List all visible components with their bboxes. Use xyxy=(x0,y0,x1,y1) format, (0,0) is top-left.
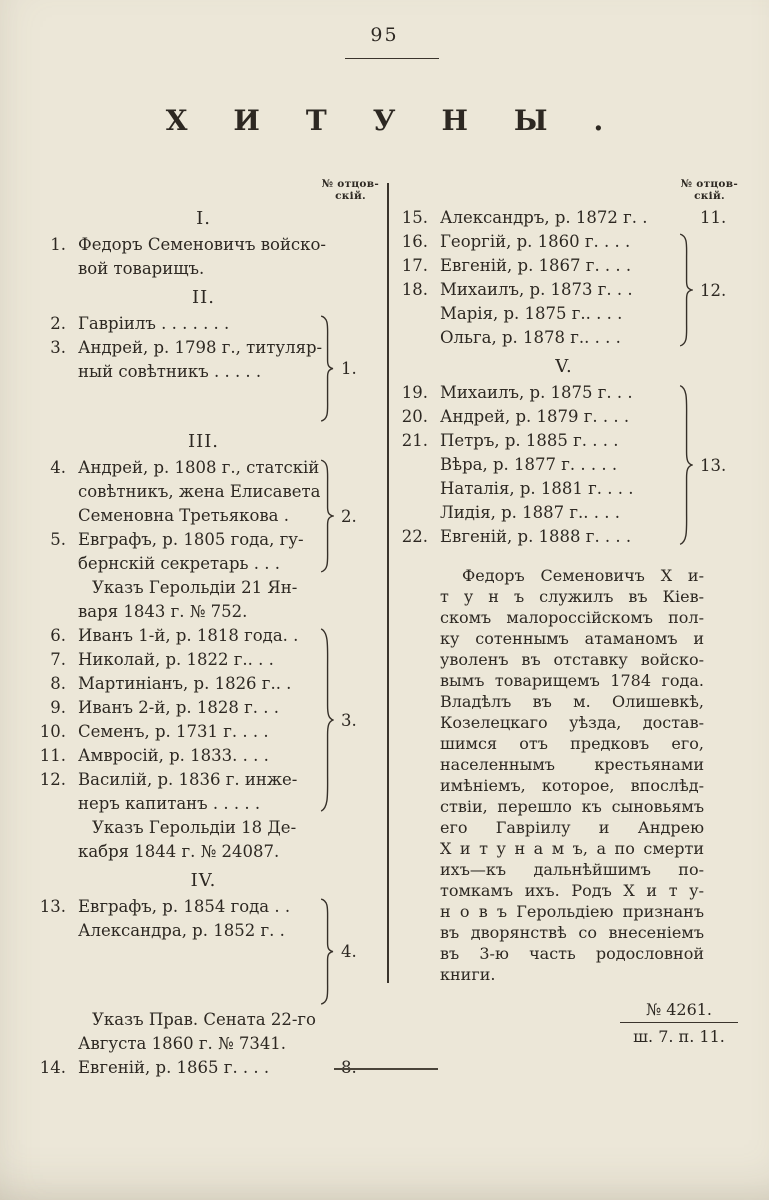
entry-text: Андрей, р. 1808 г., статскій xyxy=(78,458,320,478)
end-of-article-rule xyxy=(334,1068,438,1070)
entry-number: 1. xyxy=(50,235,66,254)
entry-number xyxy=(38,552,66,576)
entry-text: Иванъ 2-й, р. 1828 г. . . xyxy=(78,698,279,718)
grouping-brace xyxy=(678,230,693,350)
entry-line xyxy=(38,648,319,672)
entry-line xyxy=(38,456,319,480)
page-title: ХИТУНЫ. xyxy=(165,104,650,137)
entry-number: 5. xyxy=(50,530,66,550)
father-number: 3. xyxy=(341,710,357,730)
right-column xyxy=(400,178,738,1048)
entry-line xyxy=(38,768,319,792)
grouping-brace xyxy=(319,312,334,425)
note-line: Указъ Прав. Сената 22-го xyxy=(92,1010,316,1030)
entry-line xyxy=(38,672,319,696)
entry-number: 3. xyxy=(50,338,66,357)
entry-text: Михаилъ, р. 1875 г. . . xyxy=(440,383,633,402)
generation-heading-5: V. xyxy=(555,356,573,377)
entry-line xyxy=(38,336,323,360)
paragraph-line: н о в ъ Герольдіею признанъ xyxy=(440,902,704,921)
entry-line xyxy=(38,528,319,552)
note-line: Указъ Герольдіи 18 Де- xyxy=(92,818,297,838)
entry-line xyxy=(38,720,319,744)
entry-text: вой товарищъ. xyxy=(78,259,205,278)
entry-number xyxy=(38,360,66,384)
entry-number: 7. xyxy=(50,650,66,670)
note-line: Августа 1860 г. № 7341. xyxy=(78,1034,287,1054)
paragraph-line: ихъ—къ дальнѣйшимъ по- xyxy=(440,860,704,879)
entry-text: Федоръ Семеновичъ войско- xyxy=(78,235,326,254)
entry-line xyxy=(38,480,319,504)
entry-number: 15. xyxy=(401,208,428,227)
entry-text: Лидія, р. 1887 г.. . . . xyxy=(440,503,620,522)
paragraph-line: скомъ малороссійскомъ пол- xyxy=(440,608,704,627)
entry-number: 11. xyxy=(39,746,66,766)
entry-group-4 xyxy=(38,895,379,1008)
entry-line xyxy=(38,895,319,919)
entry-number: 17. xyxy=(401,256,428,275)
entry-text: Евгеній, р. 1888 г. . . . xyxy=(440,527,632,546)
entry-line xyxy=(38,360,319,384)
generation-heading-3: III. xyxy=(187,431,220,453)
paragraph-line: въ 3-ю часть родословной xyxy=(440,944,704,963)
entry-number: 19. xyxy=(401,383,428,402)
grouping-brace xyxy=(319,456,334,576)
entry-1 xyxy=(38,233,379,281)
father-number-column-header: № отцов- скій. xyxy=(321,178,379,202)
entry-line xyxy=(400,525,678,549)
entry-text: Георгій, р. 1860 г. . . . xyxy=(440,232,631,251)
entry-number xyxy=(38,919,66,943)
paragraph-line: т у н ъ служилъ въ Кіев- xyxy=(440,587,704,606)
entry-number xyxy=(400,501,428,525)
entry-number: 12. xyxy=(39,770,66,790)
entry-line xyxy=(400,206,678,230)
entry-text: Николай, р. 1822 г.. . . xyxy=(78,650,274,670)
entry-number xyxy=(38,792,66,816)
entry-text: Евгеній, р. 1867 г. . . . xyxy=(440,256,632,275)
grouping-brace xyxy=(319,895,334,1008)
entry-number xyxy=(400,326,428,350)
entry-text: совѣтникъ, жена Елисавета xyxy=(78,482,321,502)
father-number: 2. xyxy=(341,506,357,526)
entry-text: Иванъ 1-й, р. 1818 года. . xyxy=(78,626,299,646)
entry-group-2 xyxy=(38,456,379,576)
entry-text: Андрей, р. 1798 г., титуляр- xyxy=(78,338,323,357)
entry-number: 16. xyxy=(401,232,428,251)
generation-heading-1: I. xyxy=(196,208,211,229)
entry-group-5 xyxy=(400,230,738,350)
entry-text: Василій, р. 1836 г. инже- xyxy=(78,770,298,790)
father-number: 1. xyxy=(341,359,357,379)
entry-number xyxy=(400,477,428,501)
entry-number xyxy=(400,302,428,326)
paragraph-line: вымъ товарищемъ 1784 года. xyxy=(440,671,704,690)
entry-line xyxy=(400,230,678,254)
paragraph-line: имѣніемъ, которое, впослѣд- xyxy=(440,776,704,795)
entry-14 xyxy=(38,1056,379,1080)
paragraph-line: ку сотеннымъ атаманомъ и xyxy=(440,629,704,648)
entry-number: 9. xyxy=(50,698,66,718)
entry-number: 22. xyxy=(401,527,428,546)
entry-line xyxy=(400,326,678,350)
entry-line xyxy=(400,453,678,477)
entry-text: Андрей, р. 1879 г. . . . xyxy=(440,407,630,426)
entry-text: ный совѣтникъ . . . . . xyxy=(78,362,262,381)
entry-text: Александръ, р. 1872 г. . xyxy=(440,208,648,227)
note-line: варя 1843 г. № 752. xyxy=(78,602,248,622)
entry-text: Мартиніанъ, р. 1826 г.. . xyxy=(78,674,292,694)
entry-number xyxy=(38,504,66,528)
entry-text: Евграфъ, р. 1854 года . . xyxy=(78,897,291,917)
entry-line xyxy=(38,312,319,336)
entry-text: Евгеній, р. 1865 г. . . . xyxy=(78,1058,270,1078)
entry-line xyxy=(38,744,319,768)
entry-text: Ольга, р. 1878 г.. . . . xyxy=(440,328,621,347)
entry-number: 2. xyxy=(50,314,66,333)
note-line: Указъ Герольдіи 21 Ян- xyxy=(92,578,298,598)
paragraph-line: населеннымъ крестьянами xyxy=(440,755,704,774)
entry-line xyxy=(38,919,319,943)
entry-line xyxy=(38,257,379,281)
entry-number: 6. xyxy=(50,626,66,646)
entry-text: Наталія, р. 1881 г. . . . xyxy=(440,479,634,498)
entry-text: бернскій секретарь . . . xyxy=(78,554,280,574)
entry-line xyxy=(400,381,678,405)
paragraph-line: томкамъ ихъ. Родъ Х и т у- xyxy=(440,881,704,900)
paragraph-line: шимся отъ предковъ его, xyxy=(440,734,704,753)
paragraph-line: уволенъ въ отставку войско- xyxy=(440,650,704,669)
entry-line xyxy=(400,254,678,278)
heraldry-decree-note xyxy=(38,816,379,864)
entry-line xyxy=(38,624,319,648)
paragraph-line: книги. xyxy=(440,965,496,984)
entry-line xyxy=(400,429,678,453)
entry-line xyxy=(38,233,379,257)
page-number: 95 xyxy=(370,24,399,46)
generation-heading-2: II. xyxy=(192,287,215,308)
entry-text: Марія, р. 1875 г.. . . . xyxy=(440,304,623,323)
entry-line xyxy=(400,302,678,326)
grouping-brace xyxy=(319,624,334,816)
entry-line xyxy=(400,501,678,525)
entry-group-1 xyxy=(38,312,379,425)
entry-number xyxy=(38,257,66,281)
shelf-reference: ш. 7. п. 11. xyxy=(633,1027,725,1046)
entry-text: Амвросій, р. 1833. . . . xyxy=(78,746,269,766)
entry-number: 21. xyxy=(401,431,428,450)
entry-line xyxy=(38,552,319,576)
entry-15 xyxy=(400,206,738,230)
entry-number: 18. xyxy=(401,280,428,299)
entry-number: 13. xyxy=(39,897,66,917)
entry-line xyxy=(38,696,319,720)
entry-number: 8. xyxy=(50,674,66,694)
paragraph-line: Х и т у н а м ъ, а по смерти xyxy=(440,839,704,858)
entry-line xyxy=(38,1056,319,1080)
heraldry-decree-note xyxy=(38,576,379,624)
father-number: 8. xyxy=(341,1058,357,1078)
entry-line xyxy=(400,278,678,302)
entry-group-3 xyxy=(38,624,379,816)
entry-text: Семенъ, р. 1731 г. . . . xyxy=(78,722,269,742)
entry-text: Евграфъ, р. 1805 года, гу- xyxy=(78,530,304,550)
paragraph-line: Владѣлъ въ м. Олишевкѣ, xyxy=(440,692,704,711)
entry-line xyxy=(38,792,319,816)
entry-text: Семеновна Третьякова . xyxy=(78,506,290,526)
archive-reference xyxy=(620,999,738,1048)
entry-line xyxy=(400,477,678,501)
note-line: кабря 1844 г. № 24087. xyxy=(78,842,280,862)
senate-decree-note xyxy=(38,1008,379,1056)
paragraph-line: Федоръ Семеновичъ Х и- xyxy=(462,566,704,585)
entry-text: Вѣра, р. 1877 г. . . . . xyxy=(440,455,618,474)
family-history-paragraph xyxy=(440,565,704,985)
entry-number: 10. xyxy=(39,722,66,742)
grouping-brace xyxy=(678,381,693,549)
page-number-rule xyxy=(345,58,439,59)
father-number-column-header: № отцов- скій. xyxy=(680,178,738,202)
entry-number: 20. xyxy=(401,407,428,426)
entry-text: Гавріилъ . . . . . . . xyxy=(78,314,230,333)
entry-line xyxy=(400,405,678,429)
column-divider xyxy=(387,183,389,983)
entry-number: 4. xyxy=(50,458,66,478)
case-number: № 4261. xyxy=(620,999,738,1023)
paragraph-line: въ дворянствѣ со внесеніемъ xyxy=(440,923,704,942)
paragraph-line: ствіи, перешло къ сыновьямъ xyxy=(440,797,704,816)
father-number: 11. xyxy=(700,208,727,227)
father-number: 4. xyxy=(341,942,357,962)
entry-group-6 xyxy=(400,381,738,549)
father-number: 12. xyxy=(700,280,727,300)
paragraph-line: Козелецкаго уѣзда, достав- xyxy=(440,713,704,732)
entry-line xyxy=(38,504,319,528)
entry-number xyxy=(38,480,66,504)
entry-text: Михаилъ, р. 1873 г. . . xyxy=(440,280,633,299)
entry-text: Александра, р. 1852 г. . xyxy=(78,921,285,941)
paragraph-line: его Гавріилу и Андрею xyxy=(440,818,704,837)
entry-text: Петръ, р. 1885 г. . . . xyxy=(440,431,619,450)
left-column xyxy=(38,178,379,1080)
entry-number: 14. xyxy=(39,1058,66,1078)
entry-text: неръ капитанъ . . . . . xyxy=(78,794,261,814)
father-number: 13. xyxy=(700,455,727,475)
entry-number xyxy=(400,453,428,477)
generation-heading-4: IV. xyxy=(190,870,217,892)
